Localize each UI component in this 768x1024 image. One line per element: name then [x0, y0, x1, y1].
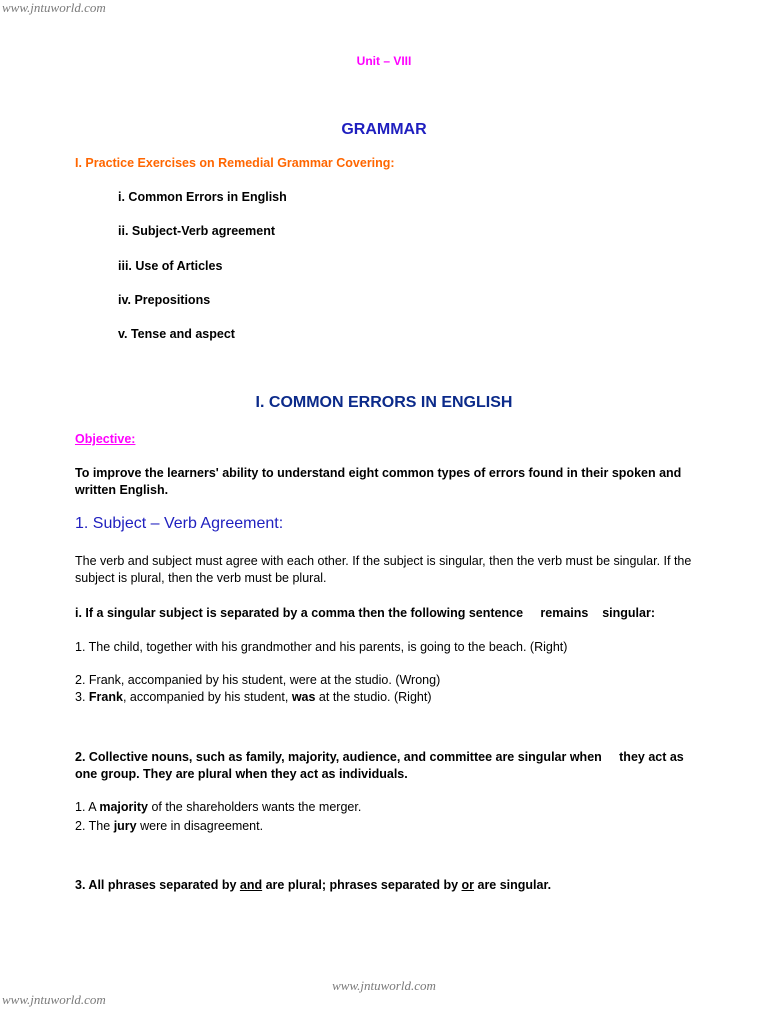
bold-word: was	[291, 690, 316, 704]
page-title: GRAMMAR	[341, 121, 427, 138]
topic-item: i. Common Errors in English	[118, 190, 287, 204]
rule-text: are singular.	[474, 878, 552, 892]
example-number: 3.	[75, 690, 89, 704]
example-text: were in disagreement.	[136, 819, 264, 833]
bold-word: majority	[99, 800, 148, 814]
bold-word: jury	[113, 819, 137, 833]
topic-item: iii. Use of Articles	[118, 259, 223, 273]
objective-text: To improve the learners' ability to understand eight common types of errors found in their spoken and written English.	[75, 466, 682, 497]
bold-word: Frank	[88, 690, 123, 704]
example-line: 2. Frank, accompanied by his student, were at the studio. (Wrong)	[75, 673, 441, 687]
rule-1: i. If a singular subject is separated by a comma then the following sentence remains singular:	[75, 606, 656, 620]
subsection-title: 1. Subject – Verb Agreement:	[75, 515, 284, 532]
example-number: 1. A	[75, 800, 100, 814]
objective-label: Objective:	[75, 432, 136, 446]
watermark-top: www.jntuworld.com	[2, 0, 106, 15]
rule-3	[75, 877, 551, 894]
intro-paragraph: The verb and subject must agree with each other. If the subject is singular, then the verb must be singular. If the subject is plural, then the verb must be plural.	[75, 554, 692, 585]
example-line	[75, 818, 263, 835]
section-title: I. COMMON ERRORS IN ENGLISH	[255, 394, 513, 411]
example-line: 1. The child, together with his grandmother and his parents, is going to the beach. (Right)	[75, 640, 568, 654]
unit-label: Unit – VIII	[356, 54, 412, 68]
topic-item: iv. Prepositions	[118, 293, 211, 307]
example-line	[75, 689, 431, 706]
rule-text: are plural; phrases separated by	[262, 878, 462, 892]
watermark-footer: www.jntuworld.com	[332, 978, 436, 993]
rule-text: 3. All phrases separated by	[75, 878, 240, 892]
underlined-word: or	[461, 878, 475, 892]
example-text: , accompanied by his student,	[122, 690, 292, 704]
topic-item: v. Tense and aspect	[118, 327, 235, 341]
example-text: at the studio. (Right)	[315, 690, 432, 704]
rule-2: 2. Collective nouns, such as family, majority, audience, and committee are singular when they act as one group. They are plural when they act as individuals.	[75, 750, 688, 781]
practice-heading: I. Practice Exercises on Remedial Grammar Covering:	[75, 156, 395, 170]
watermark-bottom: www.jntuworld.com	[2, 992, 106, 1007]
underlined-word: and	[239, 878, 263, 892]
topic-item: ii. Subject-Verb agreement	[118, 224, 275, 238]
example-number: 2. The	[75, 819, 114, 833]
example-line	[75, 799, 361, 816]
example-text: of the shareholders wants the merger.	[147, 800, 362, 814]
